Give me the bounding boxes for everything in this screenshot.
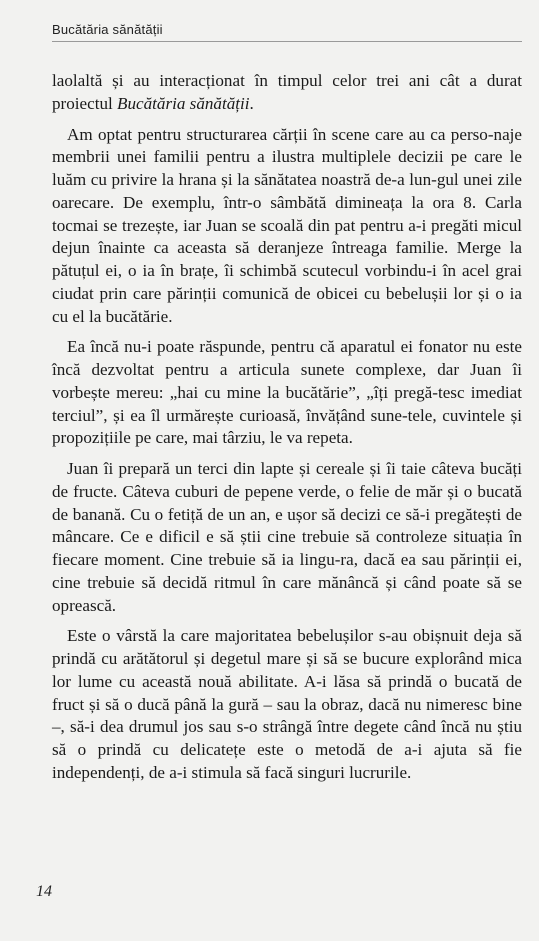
- header-rule: [52, 41, 522, 42]
- body-text: [52, 70, 522, 793]
- paragraph-1-text: laolaltă și au interacționat în timpul celor trei ani cât a durat proiectul: [52, 71, 522, 113]
- paragraph-1-end: .: [249, 93, 254, 113]
- book-title-emphasis: Bucătăria sănătății: [117, 93, 250, 113]
- paragraph-1: [52, 70, 522, 116]
- paragraph-2: Am optat pentru structurarea cărții în scene care au ca perso-naje membrii unei familii pentru a ilustra multiplele decizii pe care le luăm cu privire la hrana și la sănătatea noastră de-a lun-gul unei zile oarecare. De exemplu, într-o sâmbătă dimineața la ora 8. Carla tocmai se trezește, iar Juan se scoală din pat pentru a-i pregăti micul dejun înainte ca aceasta să deranjeze întreaga familie. Merge la pătuțul ei, o ia în brațe, îi schimbă scutecul vorbindu-i în acel grai ciudat prin care părinții comunică de obicei cu bebelușii lor și o ia cu el la bucătărie.: [52, 124, 522, 326]
- page-number: 14: [36, 883, 52, 900]
- paragraph-3: Ea încă nu-i poate răspunde, pentru că aparatul ei fonator nu este încă dezvoltat pentru a articula sunete complexe, dar Juan îi vorbește mereu: „hai cu mine la bucătărie”, „îți pregă-tesc imediat terciul”, și ea îl urmărește curioasă, învățând sune-tele, cuvintele și propozițiile pe care, mai târziu, le va repeta.: [52, 337, 522, 448]
- paragraph-4: Juan îi prepară un terci din lapte și cereale și îi taie câteva bucăți de fructe. Câteva cuburi de pepene verde, o felie de măr și o bucată de banană. Cu o fetiță de un an, e ușor să decizi ce să-i pregătești de mâncare. Ce e dificil e să știi cine trebuie să controleze situația în fiecare moment. Cine trebuie să ia lingu-ra, dacă ea sau părinții ei, cine trebuie să decidă ritmul în care mănâncă și când poate să se oprească.: [52, 459, 522, 615]
- paragraph-5: Este o vârstă la care majoritatea bebelușilor s-au obișnuit deja să prindă cu arătătorul și degetul mare și să se bucure explorând mica lor lume cu această nouă abilitate. A-i lăsa să prindă o bucată de fruct și să o ducă până la gură – sau la obraz, dacă nu nimeresc bine –, să-i dea drumul jos sau s-o strângă între degete când încă nu știu să o prindă cu delicatețe este o metodă de a-i ajuta să fie independenți, de a-i stimula să facă singuri lucrurile.: [52, 626, 522, 782]
- running-header: Bucătăria sănătății: [52, 22, 163, 37]
